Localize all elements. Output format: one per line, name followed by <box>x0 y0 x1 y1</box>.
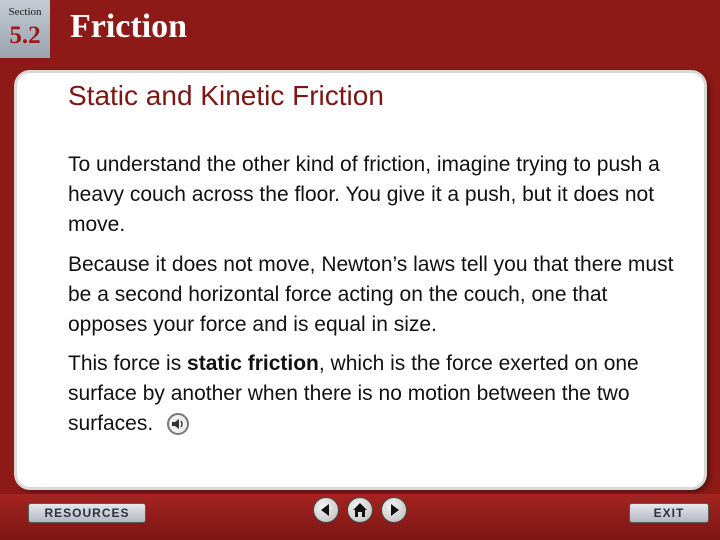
paragraph-3 <box>68 349 688 439</box>
next-arrow-icon <box>386 502 402 518</box>
resources-button[interactable]: RESOURCES <box>28 503 146 523</box>
home-icon <box>352 502 368 518</box>
prev-button[interactable] <box>313 497 339 523</box>
paragraph-2: Because it does not move, Newton’s laws tell you that there must be a second horizontal force acting on the couch, one that opposes your force and is equal in size. <box>68 253 674 336</box>
section-badge <box>0 0 50 58</box>
speaker-icon[interactable] <box>167 413 189 435</box>
key-term-static-friction: static friction <box>187 352 319 375</box>
section-label: Section <box>8 6 42 18</box>
page-title: Friction <box>70 8 188 45</box>
exit-button[interactable]: EXIT <box>629 503 709 523</box>
paragraph-1: To understand the other kind of friction, imagine trying to push a heavy couch across the floor. You give it a push, but it does not move. <box>68 153 660 236</box>
home-button[interactable] <box>347 497 373 523</box>
next-button[interactable] <box>381 497 407 523</box>
section-number: 5.2 <box>9 22 41 49</box>
prev-arrow-icon <box>318 502 334 518</box>
paragraph-3-text-start: This force is <box>68 352 188 375</box>
header-bar <box>0 0 720 64</box>
paragraph-3-text-end: , which is the force exerted on one surface by another when there is no motion between the two surfaces. <box>68 352 639 435</box>
slide-heading: Static and Kinetic Friction <box>68 80 384 111</box>
